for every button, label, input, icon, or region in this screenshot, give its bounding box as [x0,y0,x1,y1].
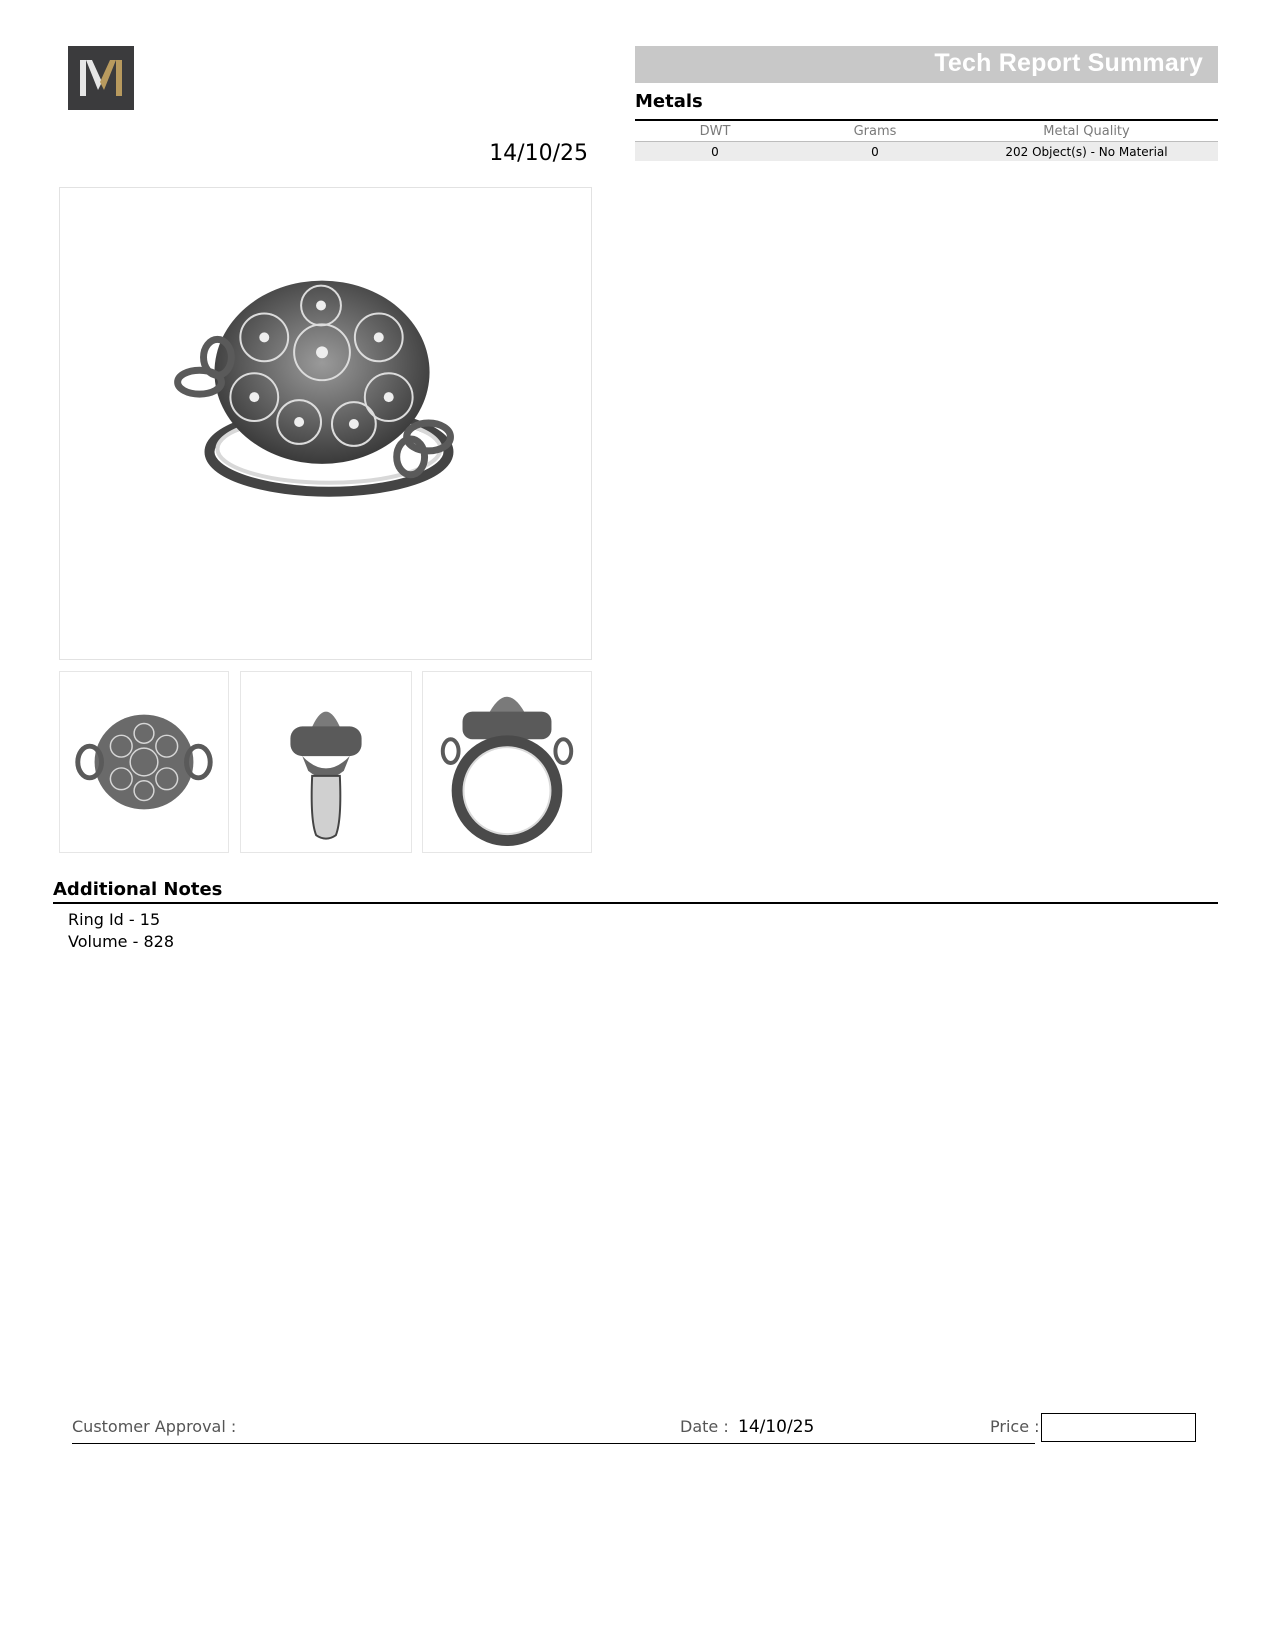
ring-perspective-image [59,187,592,660]
report-date: 14/10/25 [489,141,588,166]
cell-grams: 0 [795,142,955,162]
col-dwt: DWT [635,121,795,142]
approval-date-label: Date : [680,1417,729,1436]
m-logo-icon [68,46,134,110]
note-volume: Volume - 828 [68,932,174,951]
price-field[interactable] [1041,1413,1196,1442]
cell-metal-quality: 202 Object(s) - No Material [955,142,1218,162]
company-logo [68,46,134,110]
report-header [635,46,1218,83]
customer-approval-label: Customer Approval : [72,1417,237,1436]
ring-front-view-icon [423,672,591,852]
metals-heading: Metals [635,91,703,112]
notes-heading: Additional Notes [53,879,223,900]
cell-dwt: 0 [635,142,795,162]
ring-side-view-icon [241,672,411,852]
col-metal-quality: Metal Quality [955,121,1218,142]
ring-side-view-image [240,671,412,853]
metals-header-row [635,121,1218,142]
notes-divider [53,902,1218,904]
notes-body [68,909,174,953]
ring-front-view-image [422,671,592,853]
ring-top-view-icon [60,672,228,852]
metals-table [635,121,1218,161]
approval-signature-line [72,1443,1035,1444]
table-row [635,142,1218,162]
price-label: Price : [990,1417,1040,1436]
ring-top-view-image [59,671,229,853]
col-grams: Grams [795,121,955,142]
approval-date-value: 14/10/25 [738,1417,815,1437]
report-title: Tech Report Summary [934,49,1203,77]
ring-perspective-icon [60,188,591,659]
note-ring-id: Ring Id - 15 [68,910,161,929]
